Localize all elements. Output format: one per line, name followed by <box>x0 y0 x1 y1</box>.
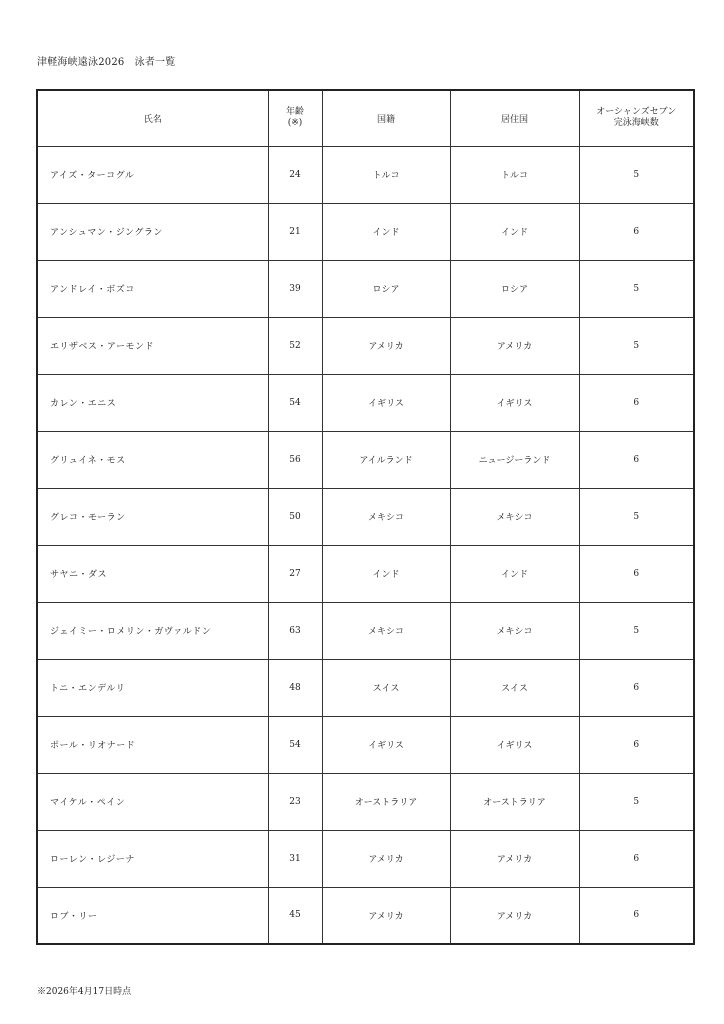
header-name: 氏名 <box>37 90 268 146</box>
cell-age: 54 <box>268 374 322 431</box>
cell-straits-count: 5 <box>579 602 694 659</box>
cell-name: ジェイミー・ロメリン・ガヴァルドン <box>37 602 268 659</box>
cell-name: ロブ・リー <box>37 887 268 944</box>
cell-age: 31 <box>268 830 322 887</box>
cell-straits-count: 5 <box>579 146 694 203</box>
footnote: ※2026年4月17日時点 <box>37 987 132 997</box>
cell-age: 21 <box>268 203 322 260</box>
table-row <box>37 317 694 374</box>
cell-name: ポール・リオナード <box>37 716 268 773</box>
cell-straits-count: 6 <box>579 203 694 260</box>
header-nationality: 国籍 <box>322 90 450 146</box>
cell-name: アンシュマン・ジングラン <box>37 203 268 260</box>
document-title: 津軽海峡遠泳2026 泳者一覧 <box>37 57 176 68</box>
cell-straits-count: 6 <box>579 659 694 716</box>
cell-nationality: スイス <box>322 659 450 716</box>
table-row <box>37 431 694 488</box>
cell-residence: アメリカ <box>450 830 579 887</box>
table-row <box>37 830 694 887</box>
table-row <box>37 887 694 944</box>
cell-age: 23 <box>268 773 322 830</box>
swimmer-table <box>36 89 695 945</box>
cell-age: 24 <box>268 146 322 203</box>
cell-nationality: アイルランド <box>322 431 450 488</box>
header-oceans-seven-label: オーシャンズセブン <box>596 107 677 118</box>
cell-name: アンドレイ・ボズコ <box>37 260 268 317</box>
cell-nationality: アメリカ <box>322 830 450 887</box>
cell-name: ローレン・レジーナ <box>37 830 268 887</box>
cell-straits-count: 6 <box>579 545 694 602</box>
table-row <box>37 773 694 830</box>
cell-age: 56 <box>268 431 322 488</box>
table-header-row <box>37 90 694 146</box>
header-age <box>268 90 322 146</box>
cell-residence: インド <box>450 545 579 602</box>
table-row <box>37 716 694 773</box>
cell-name: グレコ・モーラン <box>37 488 268 545</box>
cell-age: 52 <box>268 317 322 374</box>
cell-straits-count: 6 <box>579 431 694 488</box>
cell-name: トニ・エンデルリ <box>37 659 268 716</box>
cell-age: 27 <box>268 545 322 602</box>
cell-straits-count: 6 <box>579 374 694 431</box>
table-row <box>37 602 694 659</box>
cell-nationality: アメリカ <box>322 887 450 944</box>
cell-name: マイケル・ペイン <box>37 773 268 830</box>
cell-nationality: インド <box>322 203 450 260</box>
table-row <box>37 203 694 260</box>
cell-residence: ロシア <box>450 260 579 317</box>
cell-nationality: メキシコ <box>322 488 450 545</box>
cell-nationality: インド <box>322 545 450 602</box>
cell-nationality: オーストラリア <box>322 773 450 830</box>
cell-straits-count: 5 <box>579 773 694 830</box>
cell-nationality: イギリス <box>322 716 450 773</box>
cell-straits-count: 6 <box>579 716 694 773</box>
cell-name: アイズ・ターコグル <box>37 146 268 203</box>
cell-name: グリュイネ・モス <box>37 431 268 488</box>
cell-nationality: メキシコ <box>322 602 450 659</box>
cell-straits-count: 6 <box>579 830 694 887</box>
table-row <box>37 488 694 545</box>
table-row <box>37 545 694 602</box>
cell-nationality: イギリス <box>322 374 450 431</box>
cell-age: 50 <box>268 488 322 545</box>
table-row <box>37 374 694 431</box>
cell-residence: イギリス <box>450 716 579 773</box>
table-row <box>37 146 694 203</box>
cell-residence: オーストラリア <box>450 773 579 830</box>
cell-straits-count: 6 <box>579 887 694 944</box>
cell-residence: メキシコ <box>450 488 579 545</box>
cell-name: エリザベス・アーモンド <box>37 317 268 374</box>
cell-age: 39 <box>268 260 322 317</box>
header-straits-count-label: 完泳海峡数 <box>613 118 659 129</box>
table-row <box>37 659 694 716</box>
header-oceans-seven <box>579 90 694 146</box>
cell-residence: ニュージーランド <box>450 431 579 488</box>
header-age-note: (※) <box>287 118 303 129</box>
cell-straits-count: 5 <box>579 260 694 317</box>
cell-residence: トルコ <box>450 146 579 203</box>
header-residence: 居住国 <box>450 90 579 146</box>
cell-residence: アメリカ <box>450 317 579 374</box>
table-row <box>37 260 694 317</box>
cell-age: 63 <box>268 602 322 659</box>
cell-nationality: トルコ <box>322 146 450 203</box>
cell-straits-count: 5 <box>579 488 694 545</box>
cell-residence: イギリス <box>450 374 579 431</box>
cell-straits-count: 5 <box>579 317 694 374</box>
cell-residence: アメリカ <box>450 887 579 944</box>
cell-nationality: アメリカ <box>322 317 450 374</box>
cell-name: サヤニ・ダス <box>37 545 268 602</box>
cell-nationality: ロシア <box>322 260 450 317</box>
header-age-label: 年齢 <box>285 107 304 118</box>
cell-age: 45 <box>268 887 322 944</box>
cell-residence: インド <box>450 203 579 260</box>
cell-residence: スイス <box>450 659 579 716</box>
cell-age: 48 <box>268 659 322 716</box>
cell-name: カレン・エニス <box>37 374 268 431</box>
cell-residence: メキシコ <box>450 602 579 659</box>
cell-age: 54 <box>268 716 322 773</box>
